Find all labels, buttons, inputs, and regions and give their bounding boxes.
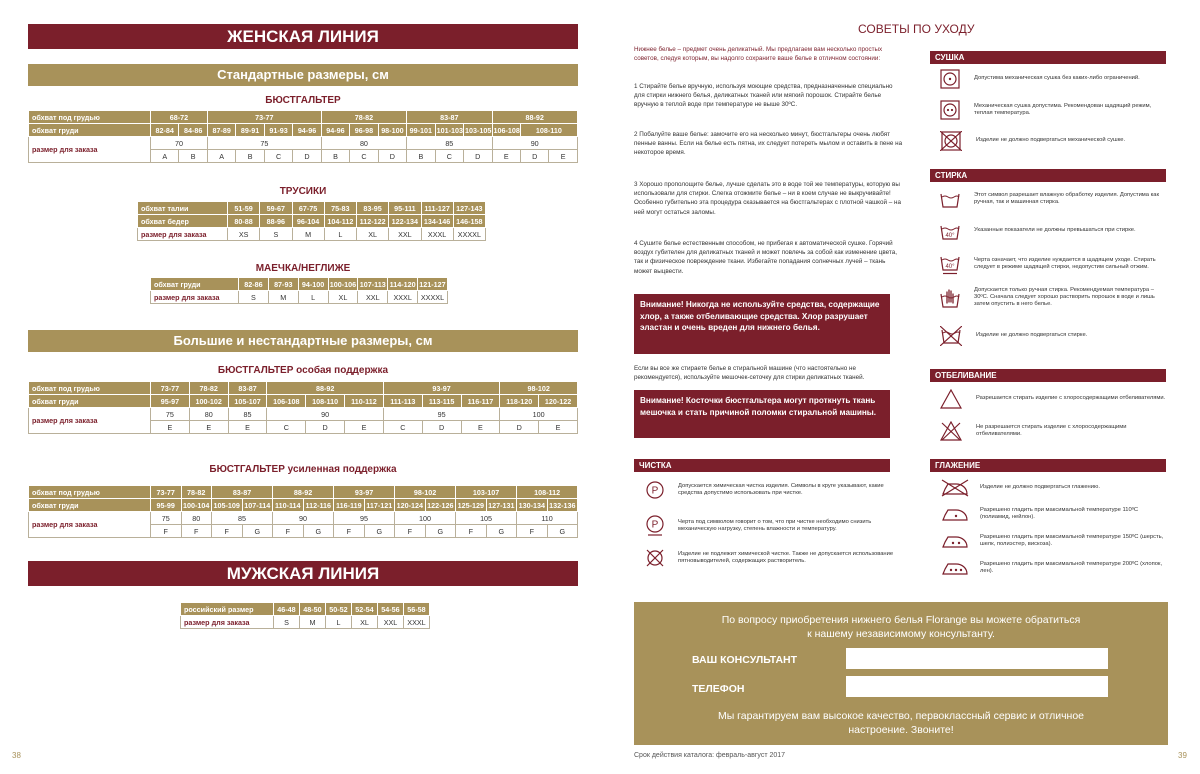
size-value: S	[260, 228, 292, 241]
row-label: обхват под грудью	[29, 111, 151, 124]
size-value: 87-89	[207, 124, 235, 137]
size-value: 50-52	[326, 603, 352, 616]
big-sizes-title: Большие и нестандартные размеры, см	[28, 330, 578, 352]
table-row	[29, 382, 578, 395]
size-value: 113-115	[422, 395, 461, 408]
size-value: 51-59	[228, 202, 260, 215]
size-value: 73-77	[151, 382, 190, 395]
size-value: F	[334, 525, 365, 538]
size-value: 107-113	[359, 279, 386, 289]
machine-wash-note: Если вы все же стираете белье в стиральной машине (что настоятельно не рекомендуется), используйте мешочек-сеточку для стирки деликатных тканей.	[634, 365, 865, 382]
size-value: L	[326, 616, 352, 629]
tip-3: 3 Хорошо прополощите белье, лучше сделать это в воде той же температуры, которую вы использовали для стирки. Слегка отожмите белье – ни в коем случае не выкручивайте! Особенно губительно эта процедура сказывается на бюстгальтерах с плотной чашкой – на ней могут остаться заломы.	[634, 181, 901, 216]
table-row	[29, 395, 578, 408]
bleaching-text: Разрешается стирать изделие с хлоросодержащими отбеливателями.	[976, 395, 1166, 402]
size-value: 83-87	[212, 486, 273, 499]
washing-item	[940, 253, 1166, 275]
bra2-title: БЮСТГАЛЬТЕР особая поддержка	[217, 365, 389, 376]
right-page	[600, 0, 1200, 774]
size-value: XXXL	[421, 228, 453, 241]
size-value: B	[179, 150, 207, 163]
iron-low-icon	[940, 505, 970, 523]
size-value: 90	[492, 137, 577, 150]
washing-text: Указанные показатели не должны превышаться при стирке.	[974, 227, 1136, 234]
size-value: 108-110	[520, 124, 577, 137]
size-value: F	[395, 525, 426, 538]
page-number-left: 38	[12, 751, 21, 760]
size-value: 78-82	[181, 486, 212, 499]
washing-item	[940, 326, 1166, 346]
size-value: 59-67	[260, 202, 292, 215]
shirt-title: МАЕЧКА/НЕГЛИЖЕ	[255, 263, 351, 274]
size-value: 70	[151, 137, 208, 150]
size-value: 83-87	[407, 111, 492, 124]
consult-line-2: к нашему независимому консультанту.	[807, 628, 995, 640]
ironing-item	[940, 479, 1166, 497]
size-value: B	[236, 150, 264, 163]
size-value: 100-106	[329, 279, 357, 289]
no-bleach-icon	[940, 421, 962, 441]
table-row	[29, 499, 578, 512]
drying-text: Допустима механическая сушка без каких-либо ограничений.	[974, 75, 1140, 82]
wash-40-icon	[940, 222, 960, 240]
drying-text: Изделие не должно подвергаться механической сушке.	[976, 137, 1126, 144]
row-label: обхват груди	[151, 278, 239, 291]
row-label: обхват груди	[29, 124, 151, 137]
size-value: D	[306, 421, 345, 434]
size-value: 127-143	[453, 202, 485, 215]
drying-item	[940, 69, 1166, 89]
womens-line-title: ЖЕНСКАЯ ЛИНИЯ	[28, 24, 578, 49]
size-value: 90	[273, 512, 334, 525]
mens-size-table	[180, 602, 430, 629]
size-value: 101-103	[436, 125, 463, 135]
row-label: размер для заказа	[29, 137, 151, 163]
size-value: M	[300, 616, 326, 629]
bra-title: БЮСТГАЛЬТЕР	[265, 95, 341, 106]
drying-item	[940, 100, 1166, 120]
size-value: XXXXL	[453, 228, 485, 241]
size-value: 100	[395, 512, 456, 525]
row-label: обхват груди	[29, 499, 151, 512]
size-value: 93-97	[334, 486, 395, 499]
bra-size-table	[28, 110, 578, 163]
ironing-text: Разрешено гладить при максимальной температуре 200ºС (хлопок, лен).	[980, 560, 1163, 574]
size-value: 107-114	[242, 499, 273, 512]
dryclean-text: Черта под символом говорит о том, что при чистке необходимо снизить механическую нагрузку, степень влажности и температуру.	[678, 518, 872, 532]
size-value: 94-96	[321, 124, 349, 137]
dryclean-item	[646, 481, 896, 499]
size-value: 130-134	[517, 499, 548, 512]
size-value: F	[181, 525, 212, 538]
bleach-allowed-icon	[940, 389, 962, 409]
size-value: 108-112	[517, 486, 578, 499]
washing-text: Этот символ разрешает влажную обработку изделия. Допустима как ручная, так и машинная стирка.	[974, 191, 1160, 205]
size-value: 108-110	[306, 395, 345, 408]
bra3-size-table	[28, 485, 578, 538]
size-value: F	[517, 525, 548, 538]
size-value: 100	[500, 408, 578, 421]
row-label: размер для заказа	[29, 408, 151, 434]
drying-item	[940, 131, 1166, 151]
size-value: XL	[328, 291, 358, 304]
dryclean-text: Изделие не подлежит химической чистке. Также не допускается использование пятновыводителей, содержащих растворитель.	[678, 550, 894, 564]
size-value: 85	[228, 408, 267, 421]
standard-sizes-title: Стандартные размеры, см	[28, 64, 578, 86]
size-value: 103-105	[465, 125, 492, 135]
size-value: 85	[212, 512, 273, 525]
wash-temp-label: 40°	[945, 264, 955, 270]
size-value: 105	[456, 512, 517, 525]
size-value: E	[549, 150, 577, 163]
svg-text:P: P	[651, 485, 659, 497]
bra2-size-table	[28, 381, 578, 434]
size-value: G	[303, 525, 334, 538]
size-value: C	[350, 150, 378, 163]
catalog-validity: Срок действия каталога: февраль-август 2017	[634, 752, 786, 759]
row-label: обхват бедер	[138, 215, 228, 228]
size-value: M	[268, 291, 298, 304]
size-value: 95	[383, 408, 499, 421]
drying-header: СУШКА	[930, 51, 1166, 64]
size-value: 68-72	[151, 111, 208, 124]
ironing-item	[940, 505, 1166, 523]
bleaching-header: ОТБЕЛИВАНИЕ	[930, 369, 1166, 382]
size-value: G	[425, 525, 456, 538]
table-row	[29, 408, 578, 421]
size-value: 82-86	[239, 278, 269, 291]
size-value: E	[345, 421, 384, 434]
table-row	[29, 124, 578, 137]
size-value: D	[378, 150, 406, 163]
table-row	[181, 603, 430, 616]
size-value: 120-122	[539, 395, 578, 408]
size-value: 127-131	[486, 499, 517, 512]
size-value: C	[267, 421, 306, 434]
size-value: F	[456, 525, 487, 538]
size-value: 98-102	[500, 382, 578, 395]
size-value: 78-82	[189, 382, 228, 395]
size-value: 100-102	[189, 395, 228, 408]
size-value: 73-77	[151, 486, 182, 499]
size-value: 83-87	[228, 382, 267, 395]
size-value: B	[321, 150, 349, 163]
size-value: E	[492, 150, 520, 163]
ironing-item	[940, 559, 1166, 577]
size-value: D	[293, 150, 321, 163]
size-value: 80	[181, 512, 212, 525]
dryclean-p-icon	[646, 481, 664, 499]
size-value: 134-146	[421, 215, 453, 228]
consultant-box	[634, 602, 1168, 745]
table-row	[151, 278, 448, 291]
intro-text: Нижнее белье – предмет очень деликатный. Мы предлагаем вам несколько простых советов, следуя которым, вы надолго сохраните ваше белье в отличном состоянии:	[634, 46, 883, 63]
tip-4: 4 Сушите белье естественным способом, не прибегая к автоматической сушке. Горячий воздух губителен для деликатных тканей и может повлечь за собой как изменение цвета, так и физическое повреждение ткани. Избегайте попадания солнечных лучей – ткань может выцвести.	[634, 240, 897, 275]
size-value: 80	[321, 137, 406, 150]
size-value: 90	[267, 408, 383, 421]
bleaching-item	[940, 389, 1166, 409]
size-value: 122-134	[389, 215, 421, 228]
size-value: 106-108	[493, 125, 520, 135]
size-value: XS	[228, 228, 260, 241]
size-value: 106-108	[267, 395, 306, 408]
size-value: 105-107	[228, 395, 267, 408]
size-value: E	[189, 421, 228, 434]
size-value: A	[207, 150, 235, 163]
table-row	[29, 512, 578, 525]
size-value: XL	[352, 616, 378, 629]
dryclean-item	[646, 549, 896, 567]
guarantee-line-2: настроение. Звоните!	[848, 724, 954, 736]
size-value: 96-98	[350, 124, 378, 137]
row-label: обхват под грудью	[29, 486, 151, 499]
briefs-title: ТРУСИКИ	[279, 186, 327, 197]
size-value: 95	[334, 512, 395, 525]
table-row	[29, 137, 578, 150]
size-value: 125-129	[456, 499, 487, 512]
size-value: 75	[151, 408, 190, 421]
size-value: M	[292, 228, 324, 241]
row-label: размер для заказа	[151, 291, 239, 304]
consultant-field[interactable]	[846, 648, 1108, 669]
table-row	[151, 291, 448, 304]
size-value: 104-112	[324, 215, 356, 228]
size-value: 132-136	[547, 499, 578, 512]
size-value: XXXXL	[418, 291, 448, 304]
row-label: обхват талии	[138, 202, 228, 215]
size-value: 75	[207, 137, 321, 150]
size-value: 100-104	[181, 499, 212, 512]
size-value: 146-158	[453, 215, 485, 228]
warning-underwire: Внимание! Косточки бюстгальтера могут проткнуть ткань мешочка и стать причиной поломки стиральной машины.	[634, 390, 890, 438]
size-value: 67-75	[292, 202, 324, 215]
consultant-label: ВАШ КОНСУЛЬТАНТ	[692, 654, 798, 666]
table-row	[181, 616, 430, 629]
ironing-item	[940, 532, 1166, 550]
ironing-text: Изделие не должно подвергаться глажению.	[980, 484, 1100, 491]
size-value: 110-112	[345, 395, 384, 408]
washing-header: СТИРКА	[930, 169, 1166, 182]
size-value: XXXL	[404, 616, 430, 629]
size-value: 112-116	[303, 499, 334, 512]
size-value: F	[151, 525, 182, 538]
size-value: 121-127	[419, 279, 446, 289]
tumble-dry-low-icon	[940, 100, 960, 120]
size-value: 111-127	[421, 202, 453, 215]
size-value: S	[239, 291, 269, 304]
size-value: 95-111	[389, 202, 421, 215]
size-value: XXL	[389, 228, 421, 241]
size-value: C	[264, 150, 292, 163]
size-value: C	[435, 150, 463, 163]
size-value: 103-107	[456, 486, 517, 499]
size-value: 80	[189, 408, 228, 421]
size-value: 88-92	[273, 486, 334, 499]
washing-text: Допускается только ручная стирка. Рекомендуемая температура – 30ºС. Сначала следует хорошо растворить порошок в воде и лишь затем опустить в него белье.	[974, 287, 1155, 308]
size-value: 99-101	[407, 124, 435, 137]
size-value: 105-109	[212, 499, 243, 512]
size-value: F	[273, 525, 304, 538]
size-value: 75-83	[324, 202, 356, 215]
hand-wash-icon	[940, 288, 960, 308]
table-row	[29, 486, 578, 499]
size-value: 98-100	[378, 124, 406, 137]
ironing-text: Разрешено гладить при максимальной температуре 110ºС (полиамид, нейлон).	[980, 506, 1139, 520]
size-value: E	[461, 421, 500, 434]
size-value: C	[383, 421, 422, 434]
size-value: G	[364, 525, 395, 538]
no-wash-icon	[940, 326, 962, 346]
guarantee-line-1: Мы гарантируем вам высокое качество, первоклассный сервис и отличное	[717, 710, 1085, 722]
mens-line-title: МУЖСКАЯ ЛИНИЯ	[28, 561, 578, 586]
wash-temp-label: 40°	[945, 233, 955, 239]
briefs-size-table	[137, 201, 486, 241]
wash-40-gentle-icon	[940, 253, 960, 275]
size-value: 117-121	[364, 499, 395, 512]
size-value: 98-102	[395, 486, 456, 499]
dryclean-gentle-icon	[646, 515, 664, 537]
size-value: G	[547, 525, 578, 538]
table-row	[138, 228, 486, 241]
warning-chlorine: Внимание! Никогда не используйте средства, содержащие хлор, а также отбеливающие средства. Хлор разрушает эластан и очень вреден для нижнего белья.	[634, 294, 890, 354]
washing-item	[940, 190, 1166, 208]
row-label: размер для заказа	[181, 616, 274, 629]
size-value: B	[407, 150, 435, 163]
tumble-dry-icon	[940, 69, 960, 89]
size-value: A	[151, 150, 179, 163]
size-value: G	[486, 525, 517, 538]
size-value: 54-56	[378, 603, 404, 616]
washing-text: Изделие не должно подвергаться стирке.	[976, 332, 1088, 339]
size-value: 95-99	[151, 499, 182, 512]
size-value: 46-48	[274, 603, 300, 616]
size-value: G	[242, 525, 273, 538]
row-label: обхват груди	[29, 395, 151, 408]
size-value: 52-54	[352, 603, 378, 616]
washing-text: Черта означает, что изделие нуждается в щадящем уходе. Стирать следует в режиме щадящей стирки, недопустим сильный отжим.	[974, 256, 1156, 270]
size-value: 95-97	[151, 395, 190, 408]
size-value: 116-117	[461, 395, 500, 408]
washing-item	[940, 222, 1166, 240]
size-value: L	[324, 228, 356, 241]
size-value: 88-96	[260, 215, 292, 228]
size-value: XL	[357, 228, 389, 241]
no-dryclean-icon	[646, 549, 664, 567]
no-tumble-dry-icon	[940, 131, 962, 151]
size-value: 84-86	[179, 124, 207, 137]
size-value: 118-120	[500, 395, 539, 408]
dryclean-item	[646, 515, 896, 537]
iron-medium-icon	[940, 532, 970, 550]
size-value: 122-126	[425, 499, 456, 512]
size-value: E	[151, 421, 190, 434]
size-value: 82-84	[151, 124, 179, 137]
bleaching-text: Не разрешается стирать изделие с хлоросодержащими отбеливателями.	[976, 423, 1127, 437]
consult-line-1: По вопросу приобретения нижнего белья Florange вы можете обратиться	[721, 614, 1081, 626]
size-value: 114-120	[389, 279, 416, 289]
size-value: E	[228, 421, 267, 434]
size-value: 94-96	[293, 124, 321, 137]
ironing-text: Разрешено гладить при максимальной температуре 150ºС (шерсть, шелк, полиэстер, вискоза).	[980, 533, 1164, 547]
size-value: 89-91	[236, 124, 264, 137]
iron-high-icon	[940, 559, 970, 577]
size-value: XXXL	[388, 291, 418, 304]
tip-1: 1 Стирайте белье вручную, используя моющие средства, предназначенные специально для стирки нижнего белья, деликатных тканей или мягкий порошок. Стирайте белье вручную в теплой воде при температуре не выше 30ºС.	[634, 83, 893, 109]
size-value: 120-124	[395, 499, 426, 512]
care-tips-title: СОВЕТЫ ПО УХОДУ	[858, 22, 975, 36]
size-value: D	[464, 150, 492, 163]
size-value: 93-97	[383, 382, 499, 395]
page-number-right: 39	[1178, 751, 1187, 760]
row-label: российский размер	[181, 603, 274, 616]
row-label: обхват под грудью	[29, 382, 151, 395]
size-value: D	[500, 421, 539, 434]
size-value: 96-104	[292, 215, 324, 228]
washing-item	[940, 287, 1166, 309]
size-value: 80-88	[228, 215, 260, 228]
size-value: D	[520, 150, 548, 163]
size-value: D	[422, 421, 461, 434]
size-value: 83-95	[357, 202, 389, 215]
phone-label: ТЕЛЕФОН	[692, 683, 745, 695]
drying-text: Механическая сушка допустима. Рекомендован щадящий режим, теплая температура.	[974, 102, 1152, 116]
wash-icon	[940, 190, 960, 208]
phone-field[interactable]	[846, 676, 1108, 697]
size-value: 94-100	[298, 278, 328, 291]
size-value: 85	[407, 137, 492, 150]
dryclean-header: ЧИСТКА	[634, 459, 890, 472]
size-value: E	[539, 421, 578, 434]
dryclean-text: Допускается химическая чистка изделия. Символы в круге указывают, какие средства допустимо использовать при чистке.	[678, 482, 884, 496]
size-value: 88-92	[492, 111, 577, 124]
size-value: 75	[151, 512, 182, 525]
size-value: 48-50	[300, 603, 326, 616]
size-value: 56-58	[404, 603, 430, 616]
size-value: S	[274, 616, 300, 629]
table-row	[138, 202, 486, 215]
size-value: 110-114	[273, 499, 304, 512]
bra3-title: БЮСТГАЛЬТЕР усиленная поддержка	[209, 464, 397, 475]
size-value: 73-77	[207, 111, 321, 124]
size-value: 91-93	[264, 124, 292, 137]
row-label: размер для заказа	[138, 228, 228, 241]
size-value: 87-93	[268, 278, 298, 291]
size-value: XXL	[358, 291, 388, 304]
shirt-size-table	[150, 277, 448, 304]
size-value: 110	[517, 512, 578, 525]
size-value: 116-119	[334, 499, 365, 512]
bleaching-item	[940, 421, 1166, 441]
tip-2: 2 Побалуйте ваше белье: замочите его на несколько минут, бюстгальтеры очень любят пенные ванны. Если на белье есть пятна, их следует потереть мылом и оставить в пене на некоторое время.	[634, 131, 903, 157]
size-value: XXL	[378, 616, 404, 629]
size-value: 112-122	[357, 215, 389, 228]
size-value: 88-92	[267, 382, 383, 395]
size-value: F	[212, 525, 243, 538]
svg-text:P: P	[651, 519, 659, 531]
size-value: 111-113	[383, 395, 422, 408]
size-value: 78-82	[321, 111, 406, 124]
no-iron-icon	[940, 479, 970, 497]
ironing-header: ГЛАЖЕНИЕ	[930, 459, 1166, 472]
size-value: L	[298, 291, 328, 304]
table-row	[138, 215, 486, 228]
table-row	[29, 111, 578, 124]
row-label: размер для заказа	[29, 512, 151, 538]
